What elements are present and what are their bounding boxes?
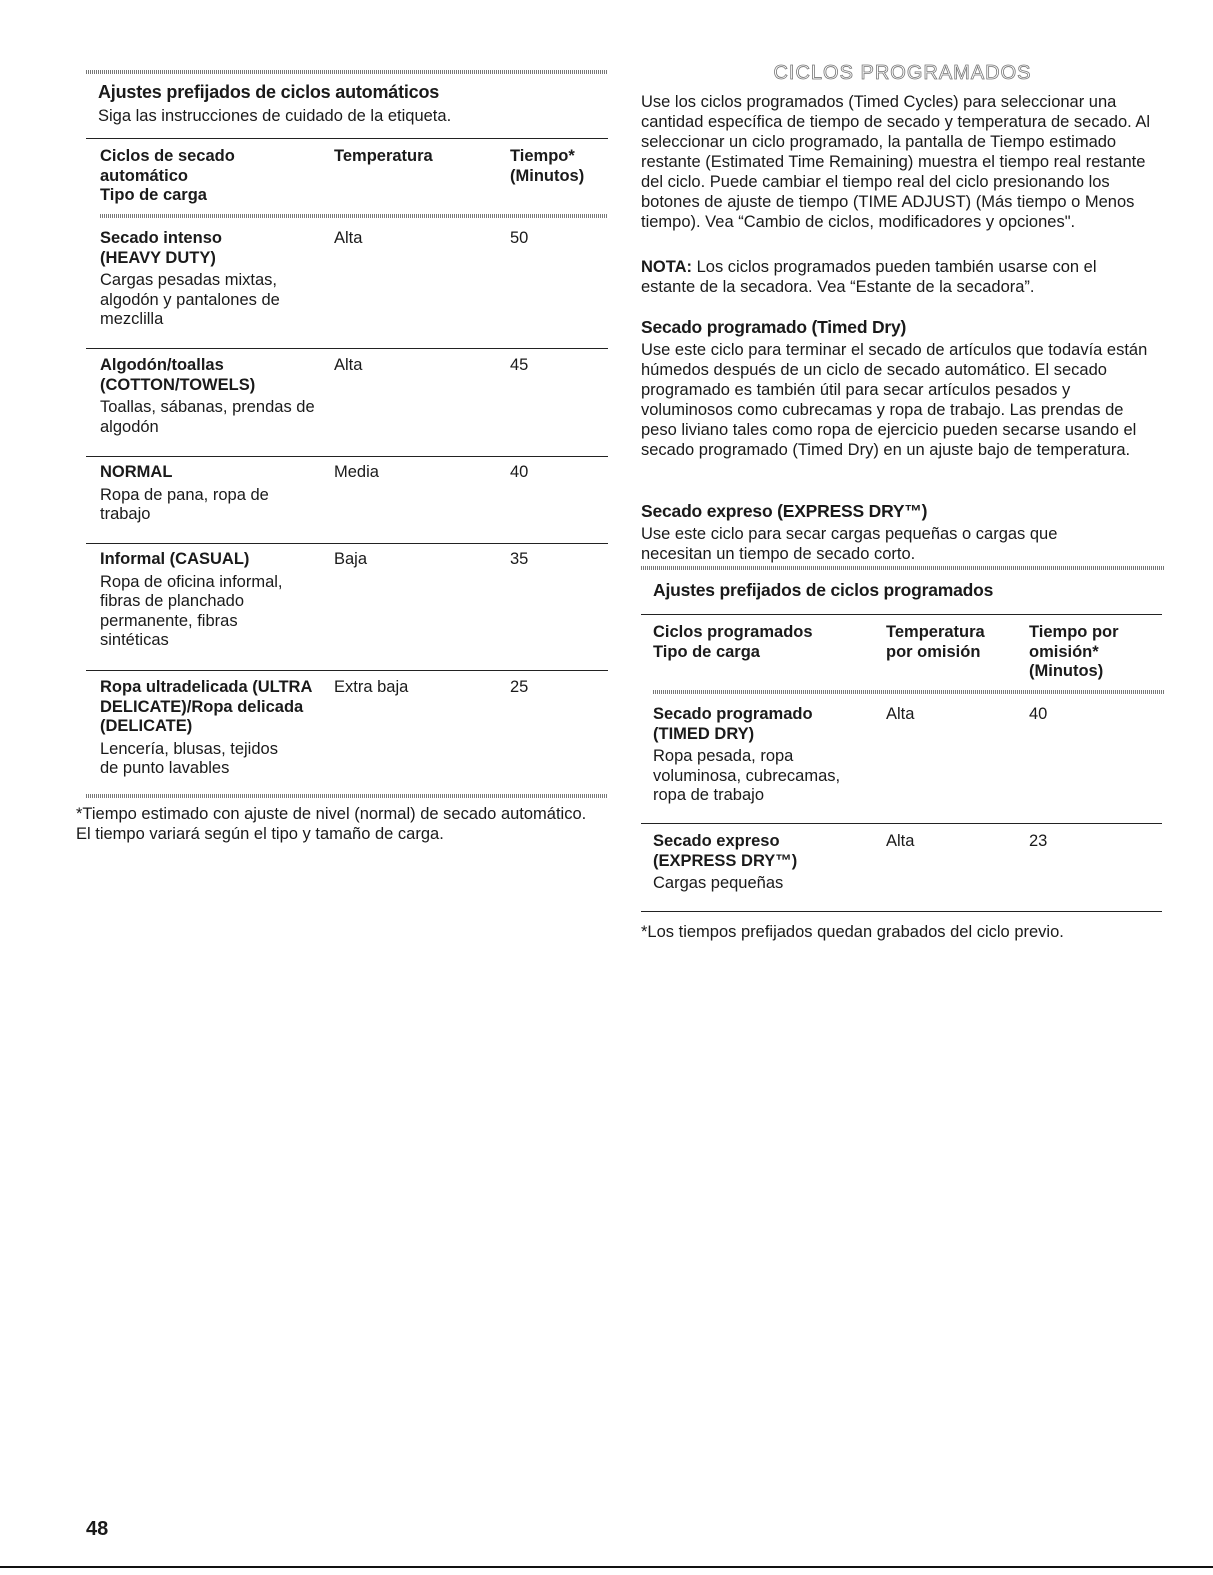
header-cycles: Ciclos de secado automático xyxy=(100,147,235,185)
note-text: Los ciclos programados pueden también usarse con el estante de la secadora. Vea “Estante de la secadora”. xyxy=(641,258,1097,296)
note-label: NOTA: xyxy=(641,258,693,276)
divider xyxy=(641,823,1162,824)
load-type: Ropa de oficina informal, fibras de planchado permanente, fibras sintéticas xyxy=(100,572,283,649)
divider xyxy=(100,214,608,218)
temperature: Alta xyxy=(886,832,915,850)
timed-cycles-heading: CICLOS PROGRAMADOS xyxy=(773,62,1032,84)
temperature: Media xyxy=(334,463,379,481)
temperature: Alta xyxy=(886,705,915,723)
divider xyxy=(653,690,1164,694)
time: 25 xyxy=(510,678,529,696)
header-default: por omisión xyxy=(886,642,981,661)
temperature: Alta xyxy=(334,229,363,247)
header-temperature: Temperatura xyxy=(334,147,433,165)
divider xyxy=(641,614,1162,615)
timed-presets-title: Ajustes prefijados de ciclos programados xyxy=(653,580,994,600)
cycle-name: NORMAL xyxy=(100,463,173,481)
load-type: Lencería, blusas, tejidos de punto lavables xyxy=(100,739,278,777)
header-load-type: Tipo de carga xyxy=(653,642,760,661)
time: 45 xyxy=(510,356,529,374)
auto-footnote: *Tiempo estimado con ajuste de nivel (normal) de secado automático. El tiempo variará según el tipo y tamaño de carga. xyxy=(76,805,587,843)
temperature: Baja xyxy=(334,550,368,568)
header-default-star: omisión* xyxy=(1029,642,1099,661)
auto-presets-subtitle: Siga las instrucciones de cuidado de la etiqueta. xyxy=(98,107,452,125)
auto-presets-table xyxy=(86,138,608,777)
divider xyxy=(86,70,608,74)
cycle-name: Algodón/toallas (COTTON/TOWELS) xyxy=(100,356,256,394)
load-type: Toallas, sábanas, prendas de algodón xyxy=(100,398,315,436)
divider xyxy=(0,1566,1213,1568)
cycle-name: Secado programado (TIMED DRY) xyxy=(653,705,813,743)
cycle-name: Secado expreso (EXPRESS DRY™) xyxy=(653,832,798,870)
time: 40 xyxy=(1029,705,1048,723)
timed-note xyxy=(641,257,1151,297)
express-text: Use este ciclo para secar cargas pequeñas o cargas que necesitan un tiempo de secado corto. xyxy=(641,525,1058,563)
time: 50 xyxy=(510,229,529,247)
express-title: Secado expreso (EXPRESS DRY™) xyxy=(641,501,928,521)
timed-dry-text: Use este ciclo para terminar el secado de artículos que todavía están húmedos después de un ciclo de secado automático. El secado programado es también útil para secar artículos pesados y voluminosos como cubrecamas y ropa de trabajo. Las prendas de peso liviano tales como ropa de ejercicio pueden secarse usando el secado programado (Timed Dry) en un ajuste bajo de temperatura. xyxy=(641,341,1148,459)
divider xyxy=(641,566,1164,570)
divider xyxy=(86,138,608,139)
header-cycles: Ciclos programados xyxy=(653,623,813,641)
load-type: Cargas pesadas mixtas, algodón y pantalones de mezclilla xyxy=(100,271,280,328)
cycle-name: Ropa ultradelicada (ULTRA DELICATE)/Ropa delicada (DELICATE) xyxy=(100,678,312,735)
time: 40 xyxy=(510,463,529,481)
header-time: Tiempo* xyxy=(510,147,575,165)
cycle-name: Informal (CASUAL) xyxy=(100,550,250,568)
divider xyxy=(86,543,608,544)
temperature: Alta xyxy=(334,356,363,374)
cycle-name: Secado intenso (HEAVY DUTY) xyxy=(100,229,222,267)
divider xyxy=(86,794,608,798)
temperature: Extra baja xyxy=(334,678,409,696)
auto-presets-title: Ajustes prefijados de ciclos automáticos xyxy=(98,82,440,102)
header-minutes: (Minutos) xyxy=(1029,662,1104,680)
divider xyxy=(86,348,608,349)
timed-intro: Use los ciclos programados (Timed Cycles) para seleccionar una cantidad específica de tiempo de secado y temperatura de secado. Al seleccionar un ciclo programado, la pantalla de Tiempo estimado restante (Estimated Time Remaining) muestra el tiempo real restante del ciclo. Puede cambiar el tiempo real del ciclo presionando los botones de ajuste de tiempo (TIME ADJUST) (Más tiempo o Menos tiempo). Vea “Cambio de ciclos, modificadores y opciones". xyxy=(641,93,1151,231)
header-load-type: Tipo de carga xyxy=(100,186,207,204)
timed-presets-table xyxy=(641,614,1164,892)
page-number: 48 xyxy=(86,1518,109,1540)
time: 23 xyxy=(1029,832,1048,850)
divider xyxy=(86,670,608,671)
header-temperature: Temperatura xyxy=(886,623,985,641)
divider xyxy=(86,456,608,457)
load-type: Cargas pequeñas xyxy=(653,874,784,892)
timed-dry-title: Secado programado (Timed Dry) xyxy=(641,317,907,337)
header-time: Tiempo por xyxy=(1029,623,1119,641)
load-type: Ropa de pana, ropa de trabajo xyxy=(100,485,269,523)
load-type: Ropa pesada, ropa voluminosa, cubrecamas, ropa de trabajo xyxy=(653,747,841,804)
time: 35 xyxy=(510,550,529,568)
header-minutes: (Minutos) xyxy=(510,166,585,185)
divider xyxy=(641,911,1162,912)
timed-footnote: *Los tiempos prefijados quedan grabados del ciclo previo. xyxy=(641,923,1064,941)
